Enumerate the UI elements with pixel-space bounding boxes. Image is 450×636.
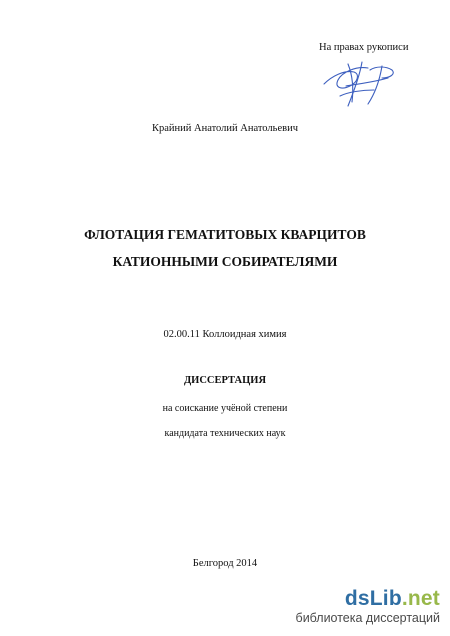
dslib-logo[interactable] (296, 588, 440, 610)
handwritten-signature-icon (318, 56, 408, 112)
watermark-caption: библиотека диссертаций (295, 611, 440, 625)
specialty-code: 02.00.11 Коллоидная химия (163, 329, 287, 340)
manuscript-note: На правах рукописи (319, 42, 409, 53)
logo-part-1: dsLib (344, 587, 402, 610)
degree-line-1: на соискание учёной степени (162, 403, 288, 414)
dissertation-title (0, 221, 450, 275)
title-line-1: ФЛОТАЦИЯ ГЕМАТИТОВЫХ КВАРЦИТОВ (84, 227, 366, 242)
title-line-2: КАТИОННЫМИ СОБИРАТЕЛЯМИ (112, 254, 338, 269)
degree-line-2: кандидата технических наук (164, 428, 286, 439)
document-type: ДИССЕРТАЦИЯ (183, 375, 267, 386)
author-name: Крайний Анатолий Анатольевич (152, 123, 298, 134)
city-and-year: Белгород 2014 (192, 558, 258, 569)
logo-part-2: .net (401, 587, 440, 610)
dslib-watermark[interactable] (296, 588, 440, 626)
